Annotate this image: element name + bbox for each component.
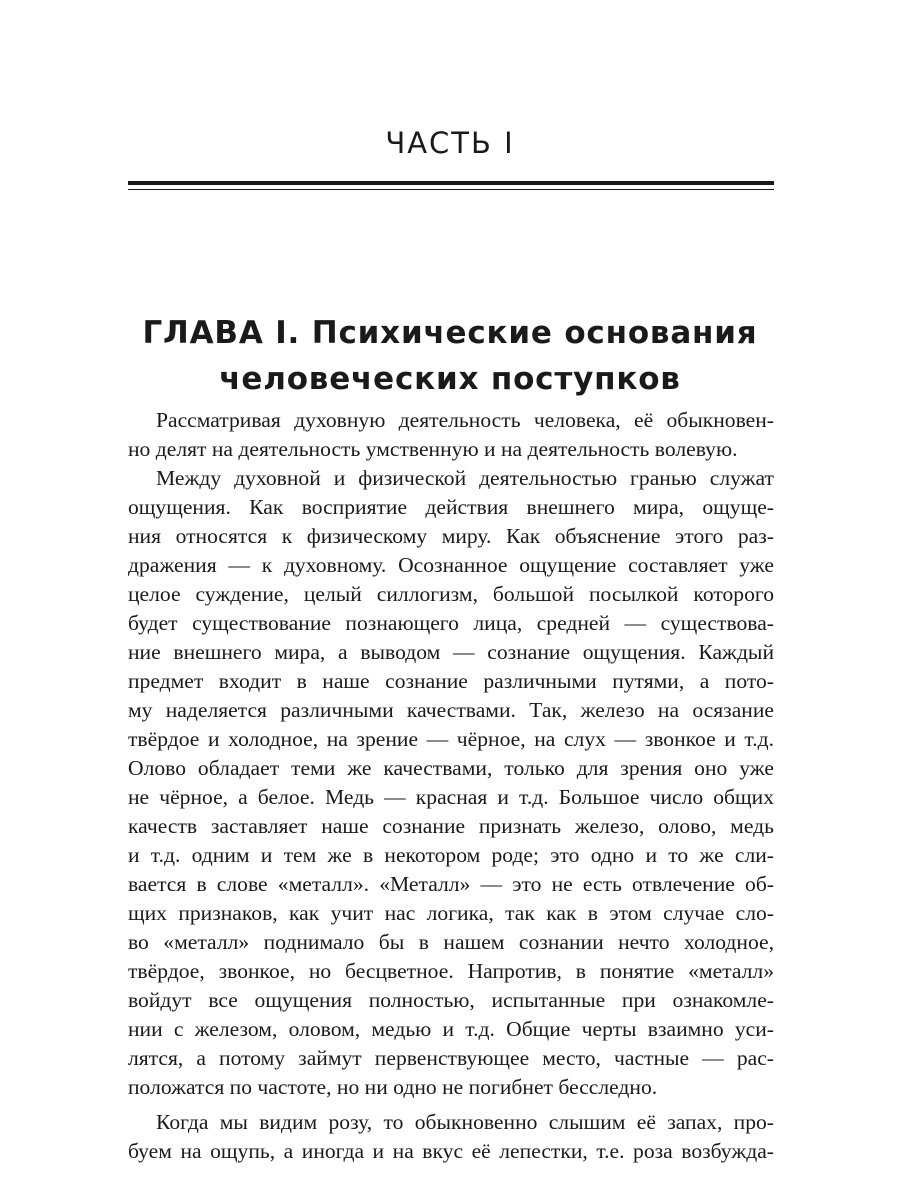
paragraph-1 <box>128 406 774 464</box>
text-line: твёрдое, звонкое, но бесцветное. Напротив, в понятие «металл» <box>128 959 774 983</box>
chapter-title <box>110 310 790 402</box>
text-line: положатся по частоте, но ни одно не погибнет бесследно. <box>128 1075 658 1099</box>
chapter-title-line-1: ГЛАВА I. Психические основания <box>142 315 758 351</box>
text-line: ощущения. Как восприятие действия внешнего мира, ощуще- <box>128 495 774 519</box>
text-line: Олово обладает теми же качествами, только для зрения оно уже <box>128 756 774 780</box>
text-line: Когда мы видим розу, то обыкновенно слышим её запах, про- <box>156 1110 774 1134</box>
body-text <box>128 406 774 1166</box>
chapter-title-line-2: человеческих поступков <box>219 361 681 397</box>
text-line: дражения — к духовному. Осознанное ощущение составляет уже <box>128 553 774 577</box>
text-line: во «металл» поднимало бы в нашем сознании нечто холодное, <box>128 930 774 954</box>
part-title: ЧАСТЬ I <box>385 126 515 160</box>
text-line: твёрдое и холодное, на зрение — чёрное, на слух — звонкое и т.д. <box>128 727 774 751</box>
text-line: качеств заставляет наше сознание признать железо, олово, медь <box>128 814 774 838</box>
text-line: войдут все ощущения полностью, испытанные при ознакомле- <box>128 988 774 1012</box>
text-line: лятся, а потому займут первенствующее место, частные — рас- <box>128 1046 774 1070</box>
text-line: Между духовной и физической деятельностью гранью служат <box>156 466 774 490</box>
header-rule-thin <box>128 189 774 190</box>
text-line: нии с железом, оловом, медью и т.д. Общие черты взаимно уси- <box>128 1017 774 1041</box>
text-line: и т.д. одним и тем же в некотором роде; это одно и то же сли- <box>128 843 774 867</box>
header-rule-thick <box>128 181 774 185</box>
text-line: не чёрное, а белое. Медь — красная и т.д. Большое число общих <box>128 785 774 809</box>
text-line: щих признаков, как учит нас логика, так как в этом случае сло- <box>128 901 774 925</box>
paragraph-3 <box>128 1108 774 1166</box>
text-line: ние внешнего мира, а выводом — сознание ощущения. Каждый <box>128 640 774 664</box>
text-line: ния относятся к физическому миру. Как объяснение этого раз- <box>128 524 774 548</box>
text-line: Рассматривая духовную деятельность человека, её обыкновен- <box>156 408 774 432</box>
paragraph-2 <box>128 464 774 1102</box>
text-line: будет существование познающего лица, средней — существова- <box>128 611 774 635</box>
text-line: целое суждение, целый силлогизм, большой посылкой которого <box>128 582 774 606</box>
text-line: буем на ощупь, а иногда и на вкус её лепестки, т.е. роза возбужда- <box>128 1139 774 1163</box>
text-line: но делят на деятельность умственную и на деятельность волевую. <box>128 437 738 461</box>
text-line: му наделяется различными качествами. Так, железо на осязание <box>128 698 774 722</box>
text-line: вается в слове «металл». «Металл» — это не есть отвлечение об- <box>128 872 774 896</box>
text-line: предмет входит в наше сознание различными путями, а пото- <box>128 669 774 693</box>
